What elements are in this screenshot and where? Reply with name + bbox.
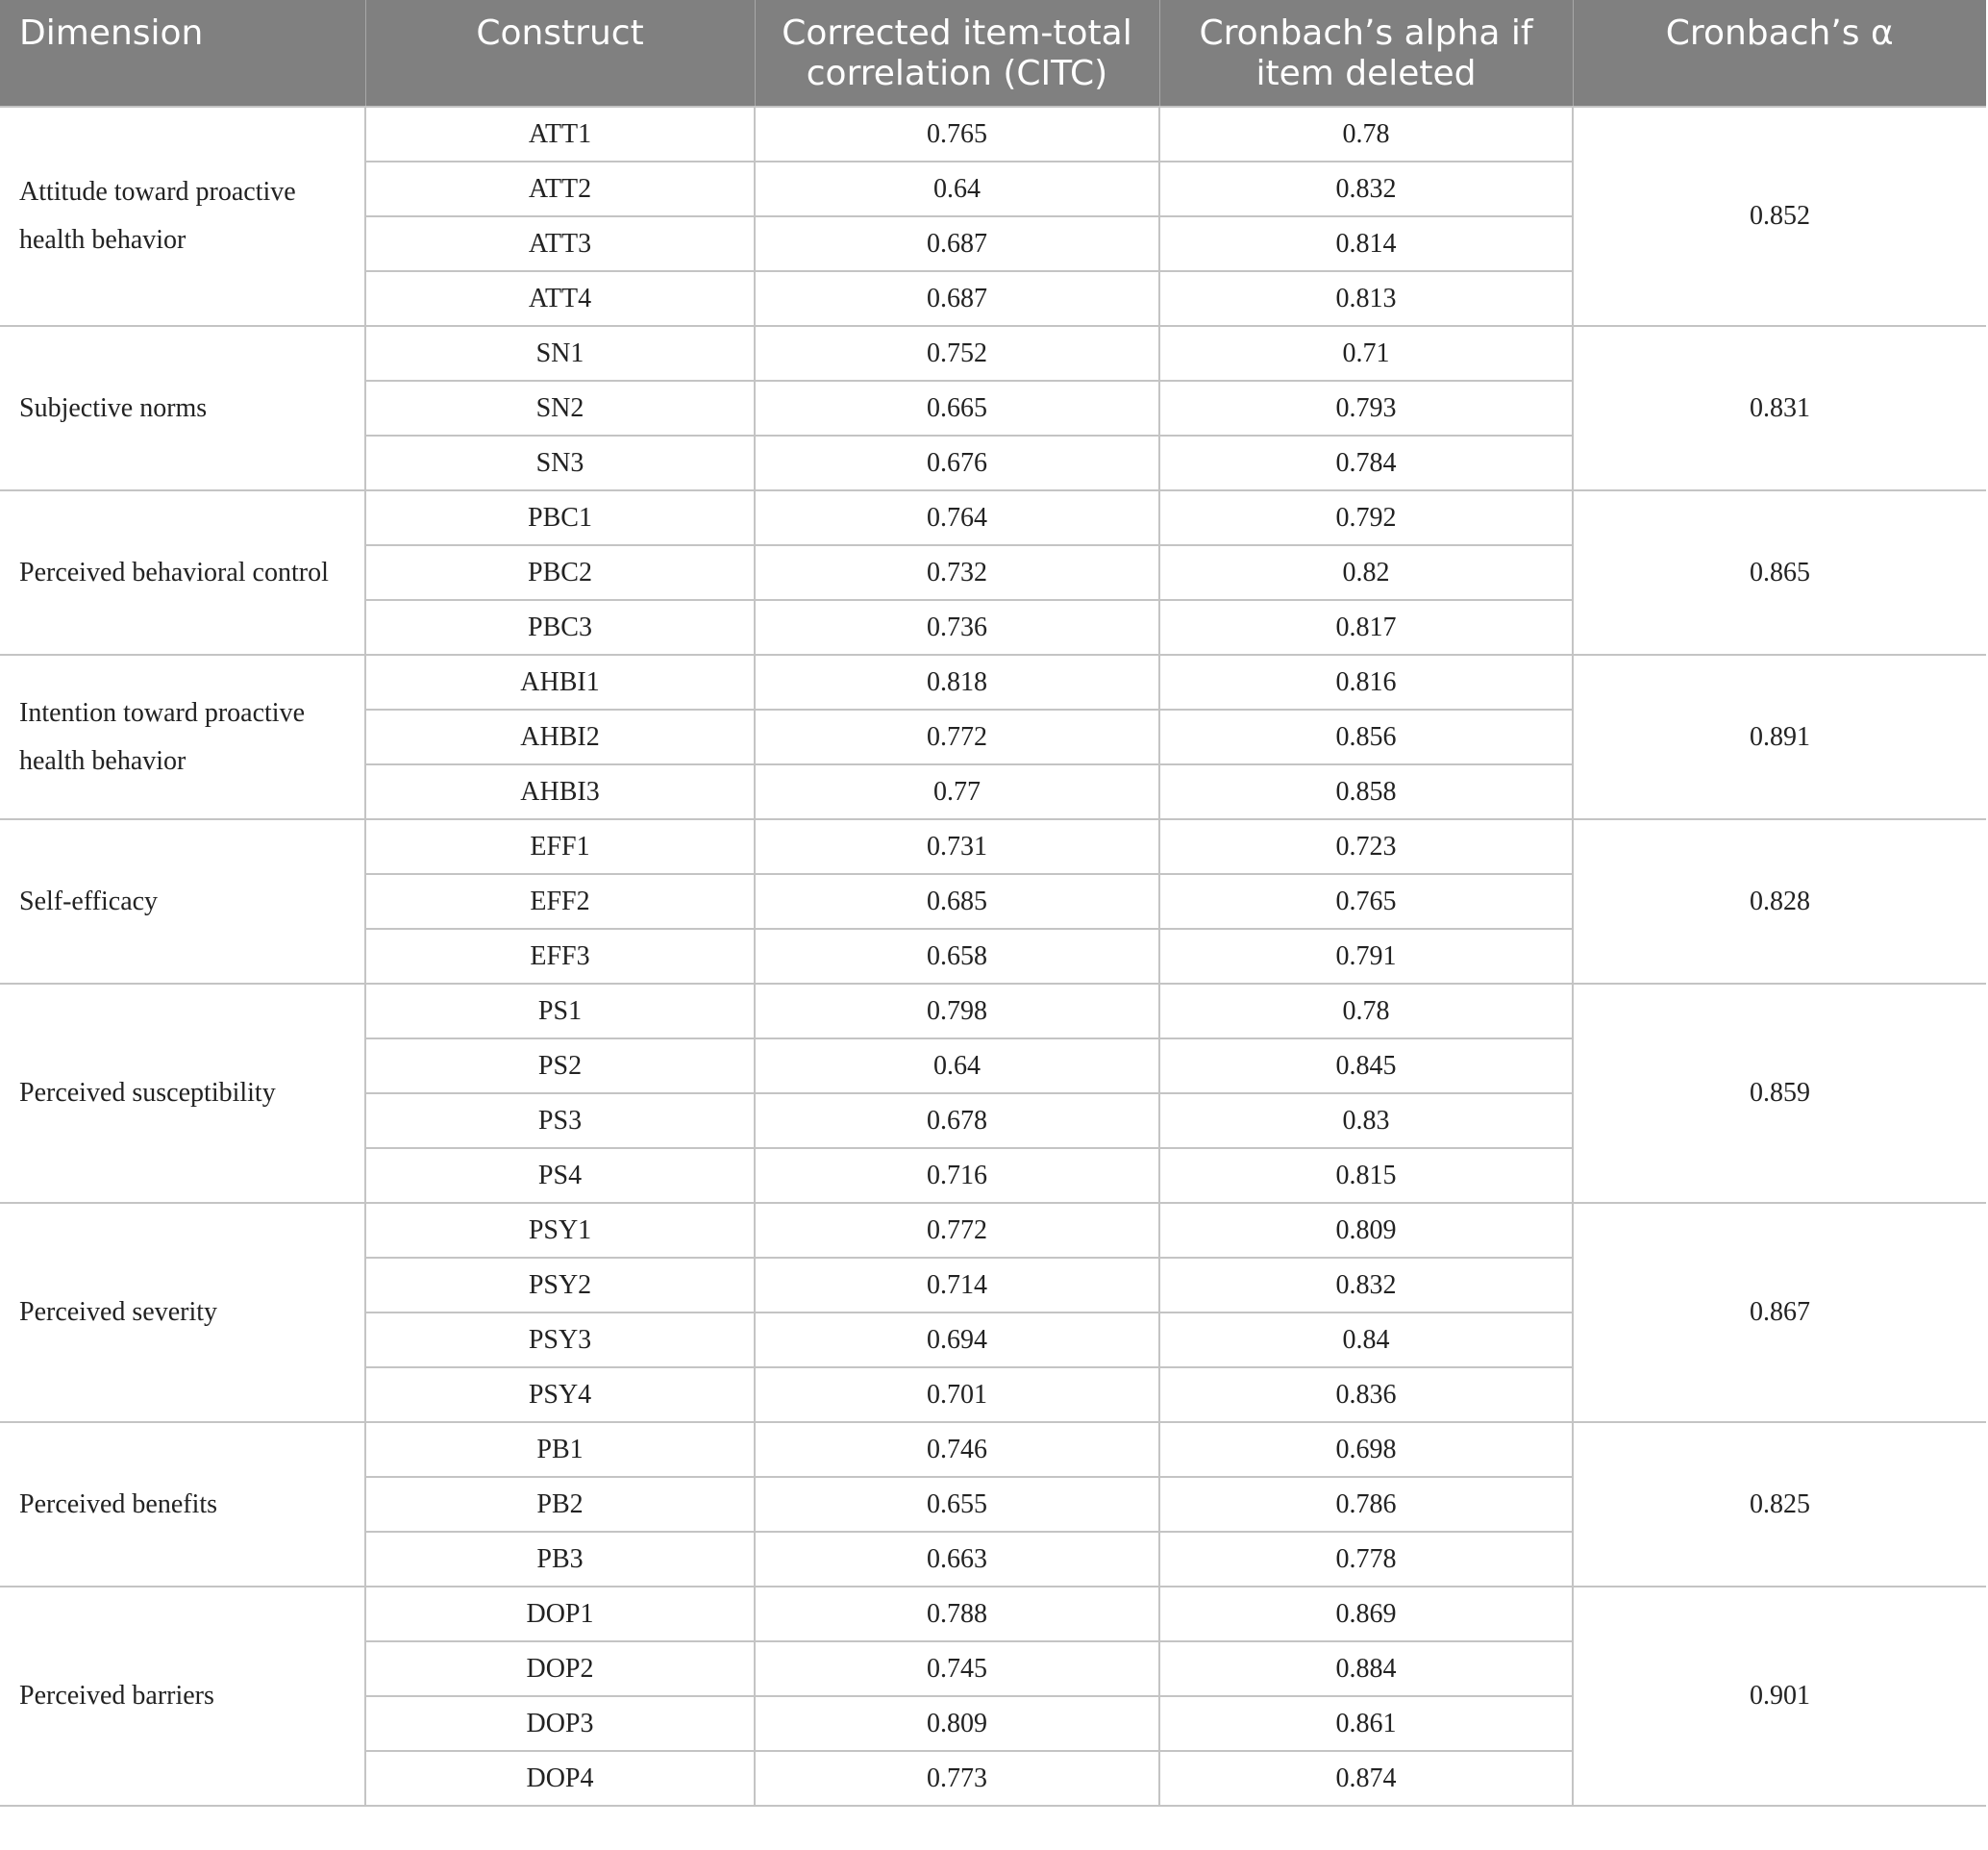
alpha-if-deleted-cell: 0.723 — [1159, 819, 1573, 874]
citc-cell: 0.687 — [755, 271, 1159, 326]
alpha-if-deleted-cell: 0.78 — [1159, 984, 1573, 1038]
dimension-cell: Intention toward proactive health behavior — [0, 655, 365, 819]
table-row — [0, 819, 1986, 874]
construct-cell: SN3 — [365, 436, 755, 490]
citc-cell: 0.732 — [755, 545, 1159, 600]
dimension-cell: Perceived barriers — [0, 1587, 365, 1806]
dimension-cell: Perceived severity — [0, 1203, 365, 1422]
construct-cell: SN1 — [365, 326, 755, 381]
alpha-if-deleted-cell: 0.698 — [1159, 1422, 1573, 1477]
construct-cell: DOP4 — [365, 1751, 755, 1806]
dimension-cell: Perceived benefits — [0, 1422, 365, 1587]
cronbach-alpha-cell: 0.865 — [1573, 490, 1986, 655]
construct-cell: DOP1 — [365, 1587, 755, 1641]
table-row — [0, 1587, 1986, 1641]
construct-cell: ATT4 — [365, 271, 755, 326]
table-row — [0, 984, 1986, 1038]
citc-cell: 0.701 — [755, 1367, 1159, 1422]
construct-cell: DOP3 — [365, 1696, 755, 1751]
citc-cell: 0.752 — [755, 326, 1159, 381]
dimension-cell: Attitude toward proactive health behavior — [0, 107, 365, 326]
citc-cell: 0.736 — [755, 600, 1159, 655]
citc-cell: 0.676 — [755, 436, 1159, 490]
citc-cell: 0.745 — [755, 1641, 1159, 1696]
citc-cell: 0.658 — [755, 929, 1159, 984]
alpha-if-deleted-cell: 0.836 — [1159, 1367, 1573, 1422]
header-row — [0, 0, 1986, 107]
alpha-if-deleted-cell: 0.778 — [1159, 1532, 1573, 1587]
construct-cell: PSY4 — [365, 1367, 755, 1422]
alpha-if-deleted-cell: 0.856 — [1159, 710, 1573, 764]
construct-cell: ATT1 — [365, 107, 755, 162]
alpha-if-deleted-cell: 0.765 — [1159, 874, 1573, 929]
construct-cell: AHBI2 — [365, 710, 755, 764]
construct-cell: EFF1 — [365, 819, 755, 874]
citc-cell: 0.714 — [755, 1258, 1159, 1312]
table-row — [0, 326, 1986, 381]
table-row — [0, 107, 1986, 162]
citc-cell: 0.64 — [755, 162, 1159, 216]
alpha-if-deleted-cell: 0.869 — [1159, 1587, 1573, 1641]
alpha-if-deleted-cell: 0.71 — [1159, 326, 1573, 381]
citc-cell: 0.694 — [755, 1312, 1159, 1367]
alpha-if-deleted-cell: 0.816 — [1159, 655, 1573, 710]
header-dimension: Dimension — [0, 0, 365, 107]
construct-cell: PSY1 — [365, 1203, 755, 1258]
citc-cell: 0.678 — [755, 1093, 1159, 1148]
alpha-if-deleted-cell: 0.792 — [1159, 490, 1573, 545]
citc-cell: 0.663 — [755, 1532, 1159, 1587]
header-cronbach-alpha: Cronbach’s α — [1573, 0, 1986, 107]
dimension-cell: Perceived susceptibility — [0, 984, 365, 1203]
alpha-if-deleted-cell: 0.791 — [1159, 929, 1573, 984]
construct-cell: PBC3 — [365, 600, 755, 655]
header-construct: Construct — [365, 0, 755, 107]
table-row — [0, 1203, 1986, 1258]
construct-cell: PS1 — [365, 984, 755, 1038]
header-alpha-if-deleted: Cronbach’s alpha if item deleted — [1159, 0, 1573, 107]
dimension-cell: Self-efficacy — [0, 819, 365, 984]
alpha-if-deleted-cell: 0.813 — [1159, 271, 1573, 326]
construct-cell: PSY3 — [365, 1312, 755, 1367]
construct-cell: AHBI3 — [365, 764, 755, 819]
construct-cell: PBC1 — [365, 490, 755, 545]
alpha-if-deleted-cell: 0.874 — [1159, 1751, 1573, 1806]
construct-cell: PB1 — [365, 1422, 755, 1477]
citc-cell: 0.798 — [755, 984, 1159, 1038]
cronbach-alpha-cell: 0.825 — [1573, 1422, 1986, 1587]
citc-cell: 0.818 — [755, 655, 1159, 710]
header-citc: Corrected item-total correlation (CITC) — [755, 0, 1159, 107]
alpha-if-deleted-cell: 0.814 — [1159, 216, 1573, 271]
alpha-if-deleted-cell: 0.832 — [1159, 162, 1573, 216]
alpha-if-deleted-cell: 0.861 — [1159, 1696, 1573, 1751]
alpha-if-deleted-cell: 0.786 — [1159, 1477, 1573, 1532]
cronbach-alpha-cell: 0.852 — [1573, 107, 1986, 326]
alpha-if-deleted-cell: 0.784 — [1159, 436, 1573, 490]
construct-cell: ATT3 — [365, 216, 755, 271]
cronbach-alpha-cell: 0.901 — [1573, 1587, 1986, 1806]
citc-cell: 0.716 — [755, 1148, 1159, 1203]
alpha-if-deleted-cell: 0.793 — [1159, 381, 1573, 436]
construct-cell: PS4 — [365, 1148, 755, 1203]
cronbach-alpha-cell: 0.828 — [1573, 819, 1986, 984]
citc-cell: 0.772 — [755, 710, 1159, 764]
citc-cell: 0.765 — [755, 107, 1159, 162]
construct-cell: EFF2 — [365, 874, 755, 929]
table-row — [0, 1422, 1986, 1477]
construct-cell: PBC2 — [365, 545, 755, 600]
table-row — [0, 655, 1986, 710]
table-body — [0, 107, 1986, 1806]
citc-cell: 0.809 — [755, 1696, 1159, 1751]
table-row — [0, 490, 1986, 545]
alpha-if-deleted-cell: 0.845 — [1159, 1038, 1573, 1093]
citc-cell: 0.772 — [755, 1203, 1159, 1258]
alpha-if-deleted-cell: 0.82 — [1159, 545, 1573, 600]
citc-cell: 0.665 — [755, 381, 1159, 436]
citc-cell: 0.685 — [755, 874, 1159, 929]
cronbach-alpha-cell: 0.891 — [1573, 655, 1986, 819]
alpha-if-deleted-cell: 0.83 — [1159, 1093, 1573, 1148]
citc-cell: 0.64 — [755, 1038, 1159, 1093]
construct-cell: SN2 — [365, 381, 755, 436]
cronbach-alpha-cell: 0.859 — [1573, 984, 1986, 1203]
citc-cell: 0.764 — [755, 490, 1159, 545]
alpha-if-deleted-cell: 0.809 — [1159, 1203, 1573, 1258]
construct-cell: AHBI1 — [365, 655, 755, 710]
alpha-if-deleted-cell: 0.858 — [1159, 764, 1573, 819]
alpha-if-deleted-cell: 0.817 — [1159, 600, 1573, 655]
cronbach-alpha-cell: 0.831 — [1573, 326, 1986, 490]
citc-cell: 0.788 — [755, 1587, 1159, 1641]
construct-cell: PSY2 — [365, 1258, 755, 1312]
citc-cell: 0.655 — [755, 1477, 1159, 1532]
citc-cell: 0.773 — [755, 1751, 1159, 1806]
alpha-if-deleted-cell: 0.884 — [1159, 1641, 1573, 1696]
alpha-if-deleted-cell: 0.815 — [1159, 1148, 1573, 1203]
citc-cell: 0.687 — [755, 216, 1159, 271]
citc-cell: 0.731 — [755, 819, 1159, 874]
alpha-if-deleted-cell: 0.832 — [1159, 1258, 1573, 1312]
construct-cell: PS2 — [365, 1038, 755, 1093]
alpha-if-deleted-cell: 0.78 — [1159, 107, 1573, 162]
citc-cell: 0.77 — [755, 764, 1159, 819]
construct-cell: ATT2 — [365, 162, 755, 216]
cronbach-alpha-cell: 0.867 — [1573, 1203, 1986, 1422]
construct-cell: EFF3 — [365, 929, 755, 984]
construct-cell: DOP2 — [365, 1641, 755, 1696]
citc-cell: 0.746 — [755, 1422, 1159, 1477]
construct-cell: PB3 — [365, 1532, 755, 1587]
dimension-cell: Subjective norms — [0, 326, 365, 490]
table-header — [0, 0, 1986, 107]
alpha-if-deleted-cell: 0.84 — [1159, 1312, 1573, 1367]
construct-cell: PB2 — [365, 1477, 755, 1532]
construct-cell: PS3 — [365, 1093, 755, 1148]
dimension-cell: Perceived behavioral control — [0, 490, 365, 655]
